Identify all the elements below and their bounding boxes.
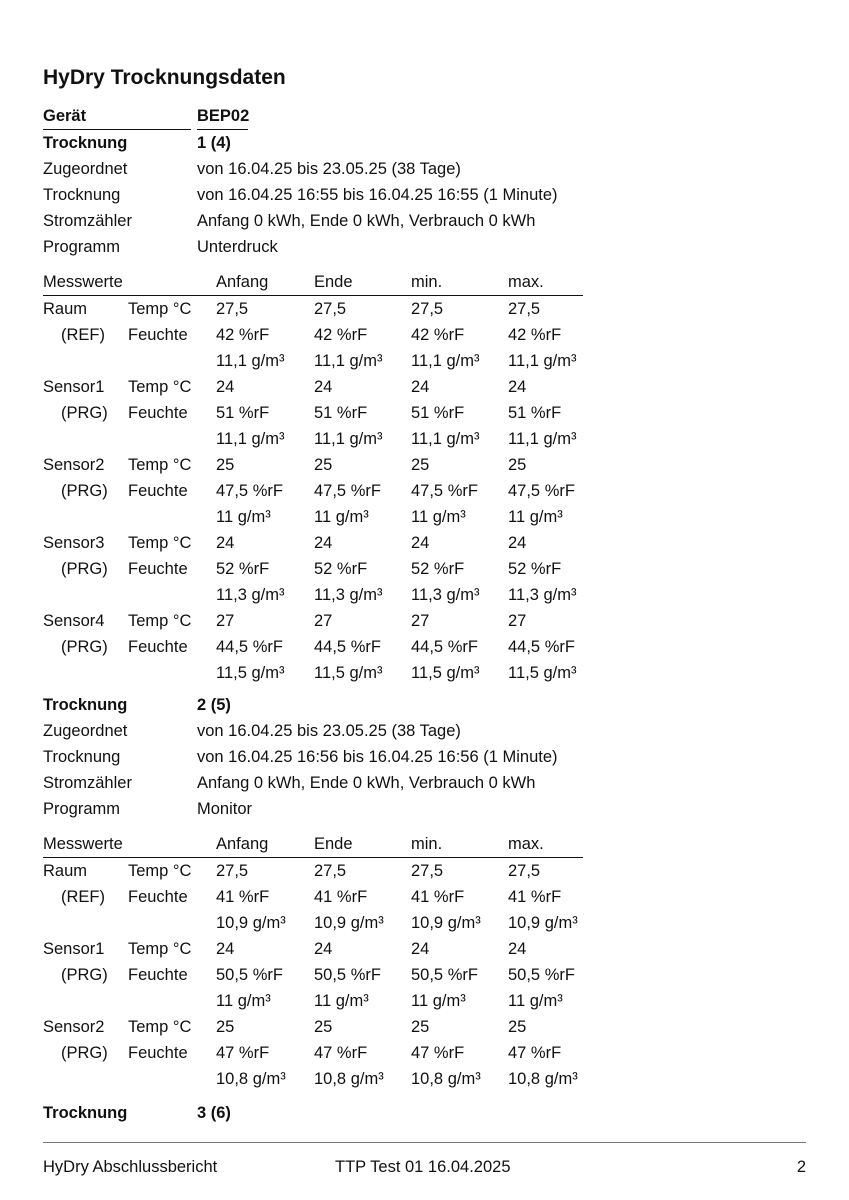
drying-3-number: 3 (6): [197, 1104, 231, 1122]
cell: 11,5 g/m³: [314, 664, 383, 682]
cell: 27,5: [411, 300, 444, 318]
info-value: Monitor: [197, 800, 253, 818]
cell: 51 %rF: [411, 404, 465, 422]
cell: 27,5: [216, 300, 249, 318]
table-row: [43, 936, 583, 962]
humidity-label: Feuchte: [128, 404, 188, 422]
humidity-label: Feuchte: [128, 326, 188, 344]
info-label: Trocknung: [43, 186, 121, 204]
sensor-name: Sensor3: [43, 534, 105, 552]
cell: 25: [216, 1018, 235, 1036]
temp-label: Temp °C: [128, 612, 192, 630]
footer-divider: [43, 1142, 806, 1143]
cell: 27,5: [216, 862, 249, 880]
cell: 47 %rF: [216, 1044, 270, 1062]
drying-1-number: 1 (4): [197, 134, 231, 152]
cell: 41 %rF: [314, 888, 368, 906]
cell: 11 g/m³: [508, 992, 563, 1010]
table-row: [43, 530, 583, 556]
info-label: Stromzähler: [43, 774, 132, 792]
table-row: [43, 296, 583, 322]
cell: 44,5 %rF: [411, 638, 478, 656]
header-max: max.: [508, 273, 544, 291]
cell: 11,1 g/m³: [216, 352, 285, 370]
cell: 11,1 g/m³: [508, 352, 577, 370]
device-label: Gerät: [43, 107, 87, 125]
cell: 11 g/m³: [411, 508, 466, 526]
cell: 24: [314, 940, 333, 958]
cell: 24: [508, 378, 527, 396]
cell: 24: [216, 534, 235, 552]
cell: 11,3 g/m³: [411, 586, 480, 604]
cell: 50,5 %rF: [508, 966, 575, 984]
cell: 24: [314, 534, 333, 552]
header-min: min.: [411, 273, 443, 291]
cell: 42 %rF: [314, 326, 368, 344]
sensor-type: (PRG): [61, 560, 108, 578]
drying-1-measurements-table: [43, 269, 583, 686]
table-row: [43, 910, 583, 936]
humidity-label: Feuchte: [128, 1044, 188, 1062]
sensor-name: Sensor1: [43, 940, 105, 958]
cell: 27: [314, 612, 333, 630]
info-label: Trocknung: [43, 748, 121, 766]
table-row: [43, 504, 583, 530]
info-value: Unterdruck: [197, 238, 278, 256]
header-max: max.: [508, 835, 544, 853]
cell: 24: [508, 534, 527, 552]
table-row: [43, 962, 583, 988]
table-row: [43, 322, 583, 348]
humidity-label: Feuchte: [128, 888, 188, 906]
cell: 27: [411, 612, 430, 630]
header-min: min.: [411, 835, 443, 853]
cell: 47 %rF: [411, 1044, 465, 1062]
table-row: [43, 582, 583, 608]
footer-page-number: 2: [796, 1158, 806, 1176]
table-row: [43, 556, 583, 582]
drying-2-measurements-table: [43, 831, 583, 1092]
report-page: [43, 0, 806, 1200]
sensor-type: (PRG): [61, 1044, 108, 1062]
cell: 24: [508, 940, 527, 958]
cell: 27,5: [314, 300, 347, 318]
cell: 11,1 g/m³: [411, 430, 480, 448]
cell: 47 %rF: [508, 1044, 562, 1062]
cell: 11,1 g/m³: [314, 352, 383, 370]
table-header: [43, 831, 583, 858]
table-header: [43, 269, 583, 296]
cell: 11 g/m³: [314, 992, 369, 1010]
cell: 10,9 g/m³: [508, 914, 578, 932]
cell: 50,5 %rF: [411, 966, 478, 984]
table-row: [43, 1040, 583, 1066]
cell: 11 g/m³: [411, 992, 466, 1010]
cell: 52 %rF: [314, 560, 368, 578]
cell: 47,5 %rF: [508, 482, 575, 500]
cell: 51 %rF: [314, 404, 368, 422]
cell: 41 %rF: [216, 888, 270, 906]
cell: 44,5 %rF: [508, 638, 575, 656]
sensor-name: Sensor2: [43, 1018, 105, 1036]
temp-label: Temp °C: [128, 378, 192, 396]
sensor-name: Sensor1: [43, 378, 105, 396]
temp-label: Temp °C: [128, 862, 192, 880]
temp-label: Temp °C: [128, 300, 192, 318]
temp-label: Temp °C: [128, 940, 192, 958]
sensor-type: (PRG): [61, 482, 108, 500]
cell: 42 %rF: [508, 326, 562, 344]
table-row: [43, 374, 583, 400]
cell: 25: [508, 1018, 527, 1036]
cell: 10,9 g/m³: [216, 914, 286, 932]
cell: 11,5 g/m³: [508, 664, 577, 682]
info-value: Anfang 0 kWh, Ende 0 kWh, Verbrauch 0 kWh: [197, 774, 536, 792]
temp-label: Temp °C: [128, 1018, 192, 1036]
cell: 11,3 g/m³: [216, 586, 285, 604]
cell: 25: [216, 456, 235, 474]
cell: 47,5 %rF: [216, 482, 283, 500]
table-row: [43, 988, 583, 1014]
cell: 10,8 g/m³: [314, 1070, 384, 1088]
cell: 11,3 g/m³: [314, 586, 383, 604]
table-row: [43, 478, 583, 504]
drying-1-label: Trocknung: [43, 134, 128, 152]
cell: 50,5 %rF: [216, 966, 283, 984]
sensor-type: (PRG): [61, 966, 108, 984]
table-row: [43, 608, 583, 634]
sensor-name: Raum: [43, 862, 88, 880]
humidity-label: Feuchte: [128, 638, 188, 656]
cell: 52 %rF: [508, 560, 562, 578]
cell: 25: [314, 1018, 333, 1036]
info-value: von 16.04.25 16:55 bis 16.04.25 16:55 (1 Minute): [197, 186, 558, 204]
cell: 27,5: [508, 862, 541, 880]
cell: 41 %rF: [508, 888, 562, 906]
cell: 44,5 %rF: [314, 638, 381, 656]
table-row: [43, 348, 583, 374]
table-row: [43, 400, 583, 426]
table-row: [43, 858, 583, 884]
cell: 52 %rF: [216, 560, 270, 578]
page-title: HyDry Trocknungsdaten: [43, 66, 286, 89]
cell: 25: [411, 1018, 430, 1036]
info-value: von 16.04.25 bis 23.05.25 (38 Tage): [197, 160, 461, 178]
cell: 27: [508, 612, 527, 630]
cell: 11,5 g/m³: [216, 664, 285, 682]
info-value: von 16.04.25 16:56 bis 16.04.25 16:56 (1 Minute): [197, 748, 558, 766]
cell: 44,5 %rF: [216, 638, 283, 656]
cell: 52 %rF: [411, 560, 465, 578]
cell: 50,5 %rF: [314, 966, 381, 984]
humidity-label: Feuchte: [128, 482, 188, 500]
drying-3-label: Trocknung: [43, 1104, 128, 1122]
cell: 47,5 %rF: [411, 482, 478, 500]
table-row: [43, 660, 583, 686]
cell: 11,3 g/m³: [508, 586, 577, 604]
cell: 25: [314, 456, 333, 474]
cell: 11 g/m³: [314, 508, 369, 526]
cell: 41 %rF: [411, 888, 465, 906]
table-row: [43, 426, 583, 452]
info-value: von 16.04.25 bis 23.05.25 (38 Tage): [197, 722, 461, 740]
cell: 10,8 g/m³: [508, 1070, 578, 1088]
cell: 11 g/m³: [216, 992, 271, 1010]
cell: 11 g/m³: [216, 508, 271, 526]
info-label: Programm: [43, 800, 121, 818]
header-anfang: Anfang: [216, 835, 269, 853]
sensor-type: (REF): [61, 888, 105, 906]
sensor-type: (REF): [61, 326, 105, 344]
cell: 24: [216, 940, 235, 958]
cell: 10,9 g/m³: [314, 914, 384, 932]
cell: 10,9 g/m³: [411, 914, 481, 932]
footer-report-name: HyDry Abschlussbericht: [43, 1158, 218, 1176]
header-anfang: Anfang: [216, 273, 269, 291]
cell: 11,5 g/m³: [411, 664, 480, 682]
info-label: Programm: [43, 238, 121, 256]
drying-2-number: 2 (5): [197, 696, 231, 714]
cell: 42 %rF: [411, 326, 465, 344]
humidity-label: Feuchte: [128, 966, 188, 984]
cell: 11,1 g/m³: [216, 430, 285, 448]
cell: 27: [216, 612, 235, 630]
cell: 11 g/m³: [508, 508, 563, 526]
device-value: BEP02: [197, 107, 250, 125]
cell: 24: [411, 940, 430, 958]
temp-label: Temp °C: [128, 456, 192, 474]
sensor-name: Sensor4: [43, 612, 105, 630]
table-row: [43, 1066, 583, 1092]
info-label: Stromzähler: [43, 212, 132, 230]
cell: 27,5: [508, 300, 541, 318]
humidity-label: Feuchte: [128, 560, 188, 578]
sensor-type: (PRG): [61, 404, 108, 422]
cell: 27,5: [411, 862, 444, 880]
table-row: [43, 1014, 583, 1040]
cell: 51 %rF: [508, 404, 562, 422]
cell: 24: [411, 378, 430, 396]
temp-label: Temp °C: [128, 534, 192, 552]
cell: 11,1 g/m³: [411, 352, 480, 370]
cell: 24: [314, 378, 333, 396]
info-label: Zugeordnet: [43, 160, 128, 178]
cell: 24: [216, 378, 235, 396]
cell: 25: [508, 456, 527, 474]
cell: 25: [411, 456, 430, 474]
sensor-type: (PRG): [61, 638, 108, 656]
header-ende: Ende: [314, 835, 353, 853]
header-ende: Ende: [314, 273, 353, 291]
table-row: [43, 634, 583, 660]
header-messwerte: Messwerte: [43, 835, 123, 853]
cell: 10,8 g/m³: [411, 1070, 481, 1088]
cell: 51 %rF: [216, 404, 270, 422]
cell: 42 %rF: [216, 326, 270, 344]
cell: 10,8 g/m³: [216, 1070, 286, 1088]
cell: 47,5 %rF: [314, 482, 381, 500]
cell: 27,5: [314, 862, 347, 880]
header-messwerte: Messwerte: [43, 273, 123, 291]
table-row: [43, 884, 583, 910]
drying-2-label: Trocknung: [43, 696, 128, 714]
cell: 24: [411, 534, 430, 552]
cell: 11,1 g/m³: [314, 430, 383, 448]
sensor-name: Raum: [43, 300, 88, 318]
sensor-name: Sensor2: [43, 456, 105, 474]
footer-project: TTP Test 01 16.04.2025: [335, 1158, 511, 1176]
info-label: Zugeordnet: [43, 722, 128, 740]
info-value: Anfang 0 kWh, Ende 0 kWh, Verbrauch 0 kWh: [197, 212, 536, 230]
cell: 47 %rF: [314, 1044, 368, 1062]
cell: 11,1 g/m³: [508, 430, 577, 448]
table-row: [43, 452, 583, 478]
